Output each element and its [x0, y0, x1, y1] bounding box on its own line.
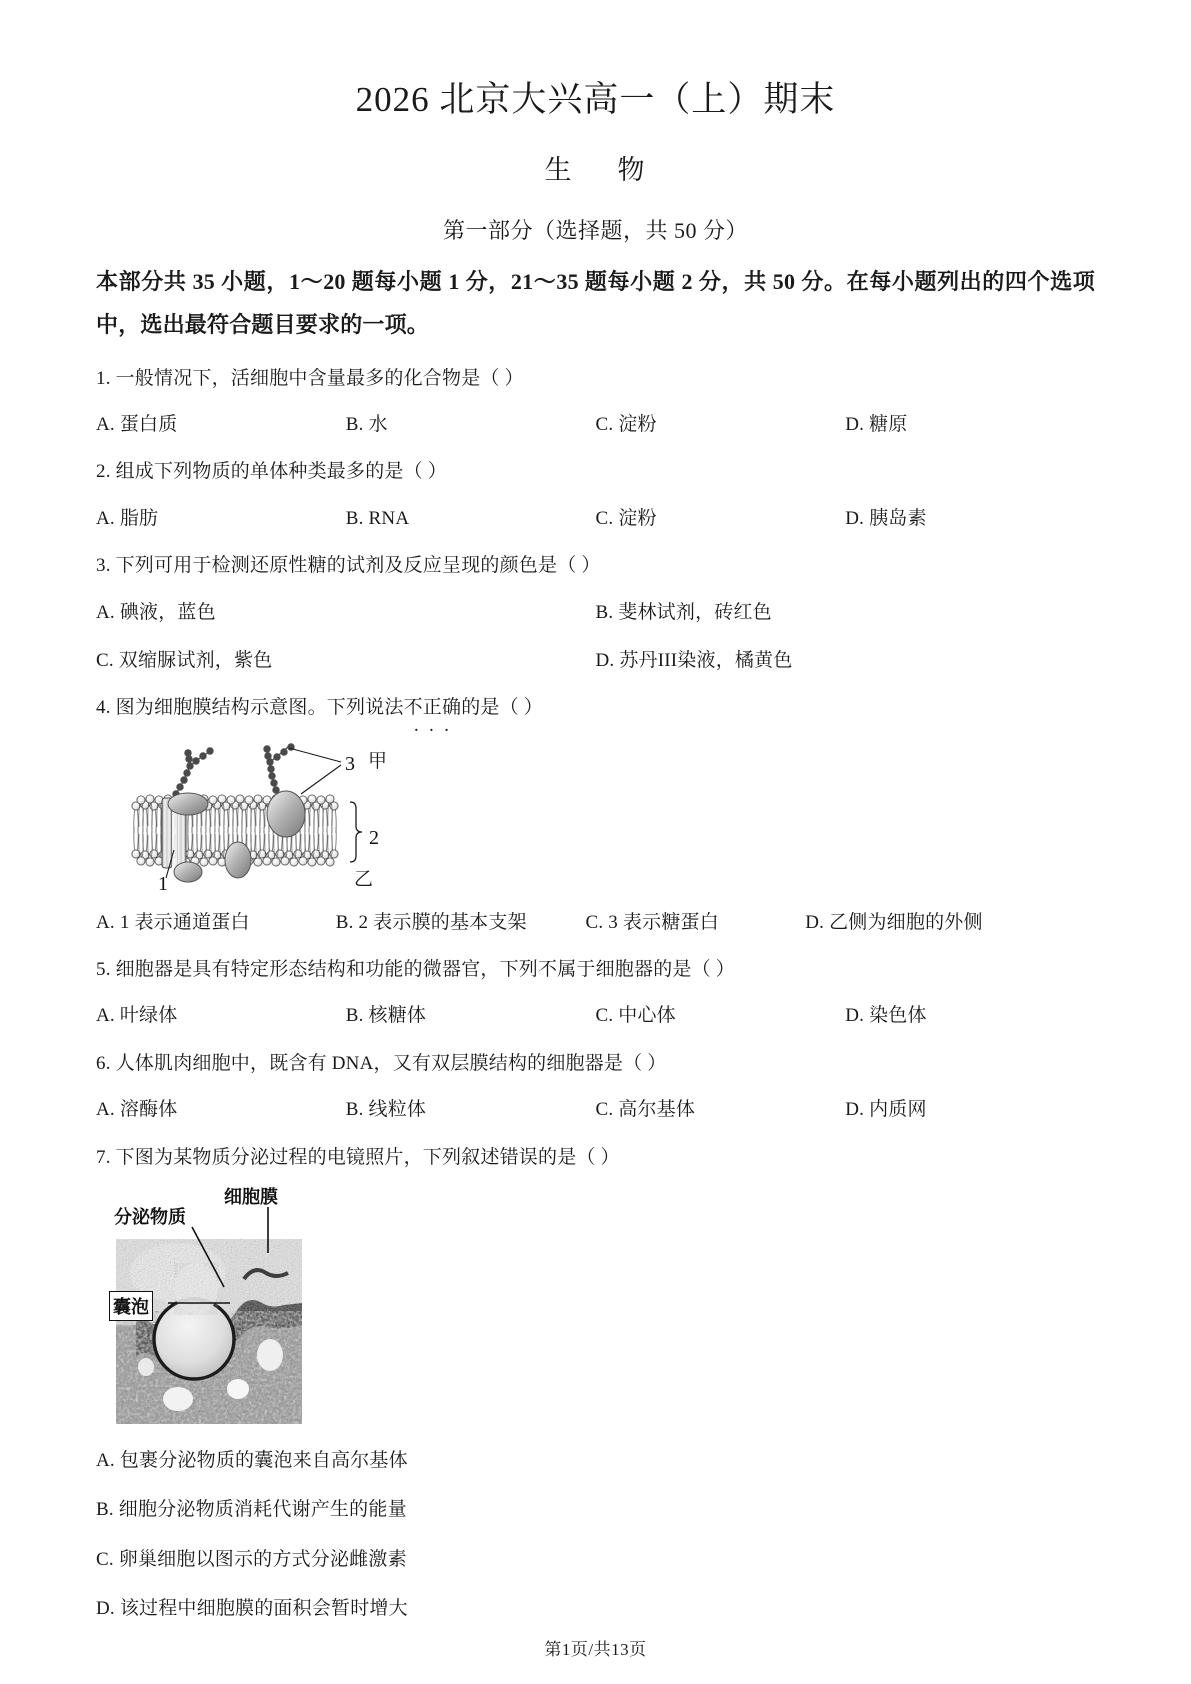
brace-label-2 — [350, 802, 362, 862]
question-5-stem: 5. 细胞器是具有特定形态结构和功能的微器官，下列不属于细胞器的是（ ） — [96, 959, 735, 981]
membrane-label-1: 1 — [158, 872, 168, 892]
option-a[interactable]: A. 1 表示通道蛋白 — [96, 911, 250, 933]
option-a[interactable]: A. 脂肪 — [96, 507, 159, 529]
instructions-paragraph: 本部分共 35 小题，1～20 题每小题 1 分，21～35 题每小题 2 分，共 50 分。在每小题列出的四个选项中，选出最符合题目要求的一项。 — [96, 268, 1095, 337]
membrane-label-3: 3 — [345, 752, 355, 775]
question-5-options — [96, 985, 1095, 1031]
option-c[interactable]: C. 高尔基体 — [595, 1099, 696, 1121]
question-4-emphasis: 不正确 · · · — [404, 693, 462, 723]
micrograph-label-secretion: 分泌物质 — [114, 1207, 186, 1227]
option-a[interactable]: A. 溶酶体 — [96, 1099, 178, 1121]
question-6-stem: 6. 人体肌肉细胞中，既含有 DNA，又有双层膜结构的细胞器是（ ） — [96, 1052, 667, 1074]
glycoprotein-left — [168, 793, 208, 815]
question-4-options — [96, 892, 1095, 938]
option-d[interactable]: D. 该过程中细胞膜的面积会暂时增大 — [96, 1598, 408, 1620]
peripheral-protein — [174, 862, 202, 882]
option-d[interactable]: D. 乙侧为细胞的外侧 — [805, 911, 983, 933]
option-c[interactable]: C. 3 表示糖蛋白 — [585, 911, 719, 933]
carbohydrate-chain-right — [264, 744, 294, 793]
option-d[interactable]: D. 内质网 — [845, 1099, 927, 1121]
glycoprotein-right — [267, 791, 305, 837]
option-b[interactable]: B. 细胞分泌物质消耗代谢产生的能量 — [96, 1499, 407, 1521]
option-a[interactable]: A. 蛋白质 — [96, 413, 178, 435]
question-4-stem-post: 的是（ ） — [461, 697, 543, 719]
option-b[interactable]: B. 水 — [345, 413, 388, 435]
page-footer: 第1页/共13页 — [544, 1640, 647, 1659]
subject-char-left: 生 — [544, 154, 574, 185]
option-a[interactable]: A. 叶绿体 — [96, 1005, 178, 1027]
option-b[interactable]: B. 线粒体 — [345, 1099, 427, 1121]
option-c[interactable]: C. 淀粉 — [595, 413, 657, 435]
cell-membrane-diagram — [126, 732, 426, 892]
leader-lines-label-3 — [289, 748, 341, 794]
option-b[interactable]: B. RNA — [345, 507, 410, 529]
carbohydrate-chain-left — [173, 748, 213, 797]
option-c[interactable]: C. 卵巢细胞以图示的方式分泌雌激素 — [96, 1548, 407, 1570]
option-b[interactable]: B. 斐林试剂，砖红色 — [595, 602, 772, 624]
subject-char-right: 物 — [617, 154, 647, 185]
section-heading: 第一部分（选择题，共 50 分） — [442, 217, 748, 243]
subject-title — [96, 122, 1095, 187]
question-1-stem: 1. 一般情况下，活细胞中含量最多的化合物是（ ） — [96, 367, 524, 389]
question-7-options — [96, 1431, 1095, 1625]
option-b[interactable]: B. 2 表示膜的基本支架 — [335, 911, 527, 933]
question-7-stem: 7. 下图为某物质分泌过程的电镜照片，下列叙述错误的是（ ） — [96, 1146, 620, 1168]
page-title: 2026 北京大兴高一（上）期末 — [355, 80, 836, 119]
option-d[interactable]: D. 染色体 — [845, 1005, 927, 1027]
option-a[interactable]: A. 碘液，蓝色 — [96, 602, 216, 624]
membrane-label-outside: 甲 — [368, 750, 388, 772]
question-4-stem — [96, 676, 1095, 723]
option-c[interactable]: C. 双缩脲试剂，紫色 — [96, 649, 273, 671]
question-1-options — [96, 394, 1095, 440]
option-d[interactable]: D. 胰岛素 — [845, 507, 927, 529]
option-a[interactable]: A. 包裹分泌物质的囊泡来自高尔基体 — [96, 1450, 408, 1471]
secretion-electron-micrograph — [106, 1181, 396, 1431]
question-2-stem: 2. 组成下列物质的单体种类最多的是（ ） — [96, 461, 447, 483]
membrane-label-2: 2 — [369, 826, 379, 849]
option-c[interactable]: C. 中心体 — [595, 1005, 676, 1027]
option-d[interactable]: D. 苏丹III染液，橘黄色 — [595, 649, 793, 671]
embedded-protein-lower — [225, 842, 251, 878]
question-2-options — [96, 488, 1095, 534]
question-3-options-row2 — [96, 629, 1095, 676]
micrograph-label-vesicle: 囊泡 — [109, 1291, 153, 1321]
question-3-stem: 3. 下列可用于检测还原性糖的试剂及反应呈现的颜色是（ ） — [96, 555, 601, 577]
option-d[interactable]: D. 糖原 — [845, 413, 908, 435]
option-b[interactable]: B. 核糖体 — [345, 1005, 427, 1027]
membrane-label-inside: 乙 — [354, 868, 374, 890]
question-6-options — [96, 1079, 1095, 1125]
question-4-stem-pre: 4. 图为细胞膜结构示意图。下列说法 — [96, 697, 404, 719]
question-3-options-row1 — [96, 581, 1095, 628]
leader-line-secretion — [192, 1227, 224, 1287]
micrograph-label-cell-membrane: 细胞膜 — [224, 1187, 278, 1207]
option-c[interactable]: C. 淀粉 — [595, 507, 657, 529]
